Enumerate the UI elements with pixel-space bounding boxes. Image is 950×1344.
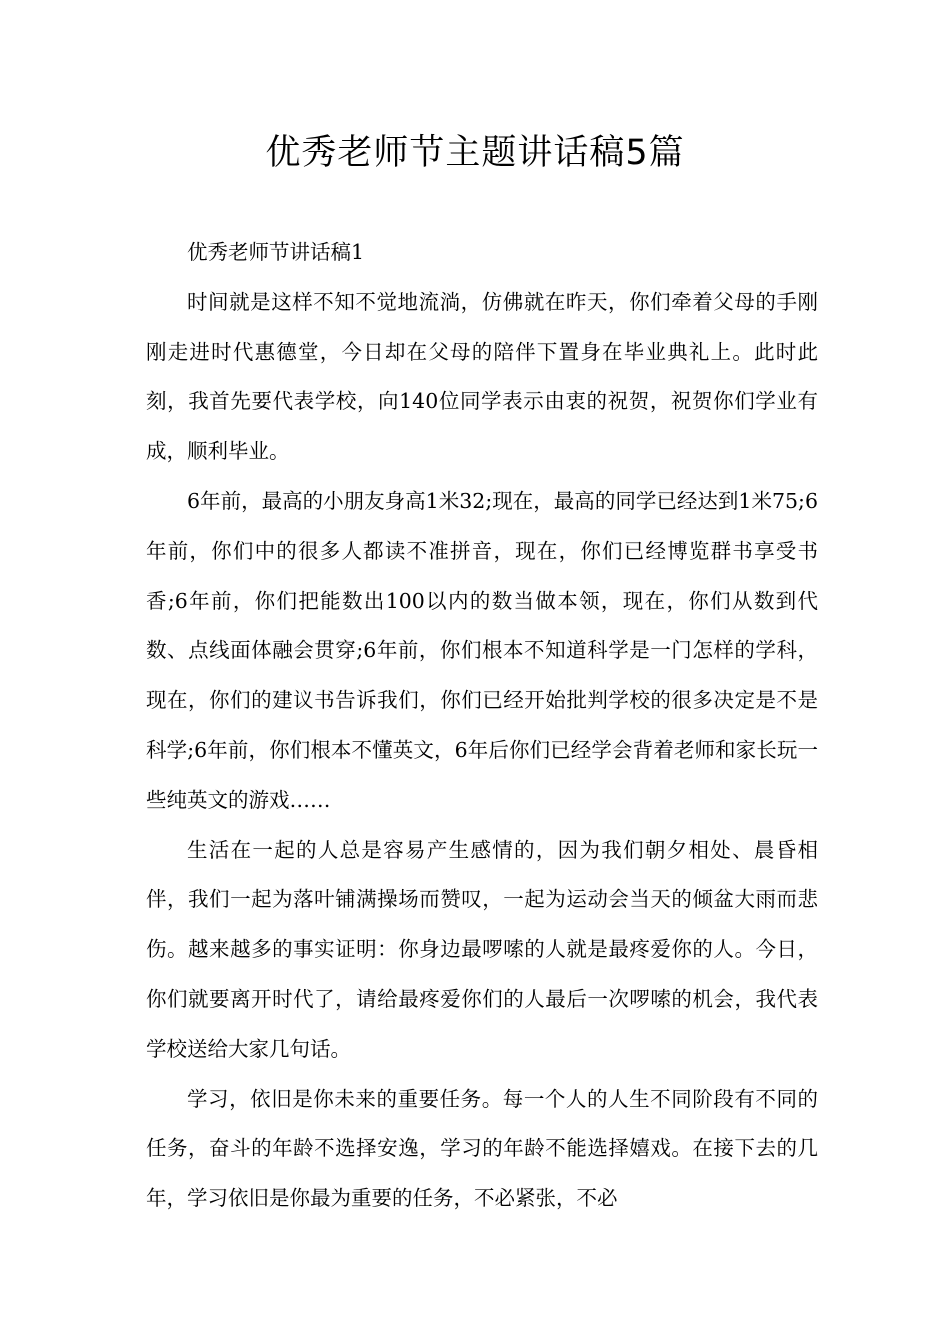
section-heading: 优秀老师节讲话稿1 <box>187 240 365 264</box>
paragraph-1: 时间就是这样不知不觉地流淌，仿佛就在昨天，你们牵着父母的手刚刚走进时代惠德堂，今日却在父母的陪伴下置身在毕业典礼上。此时此刻，我首先要代表学校，向140位同学表示由衷的祝贺，祝贺你们学业有成，顺利毕业。 <box>146 289 818 464</box>
document-body <box>146 228 818 1224</box>
paragraph-2: 6年前，最高的小朋友身高1米32;现在，最高的同学已经达到1米75;6年前，你们中的很多人都读不准拼音，现在，你们已经博览群书享受书香;6年前，你们把能数出100以内的数当做本领，现在，你们从数到代数、点线面体融会贯穿;6年前，你们根本不知道科学是一门怎样的学科，现在，你们的建议书告诉我们，你们已经开始批判学校的很多决定是不是科学;6年前，你们根本不懂英文，6年后你们已经学会背着老师和家长玩一些纯英文的游戏…… <box>146 488 818 812</box>
document-title: 优秀老师节主题讲话稿5篇 <box>265 133 685 173</box>
paragraph-3: 生活在一起的人总是容易产生感情的，因为我们朝夕相处、晨昏相伴，我们一起为落叶铺满操场而赞叹，一起为运动会当天的倾盆大雨而悲伤。越来越多的事实证明：你身边最啰嗦的人就是最疼爱你的人。今日，你们就要离开时代了，请给最疼爱你们的人最后一次啰嗦的机会，我代表学校送给大家几句话。 <box>146 837 818 1061</box>
paragraph-4: 学习，依旧是你未来的重要任务。每一个人的人生不同阶段有不同的任务，奋斗的年龄不选择安逸，学习的年龄不能选择嬉戏。在接下去的几年，学习依旧是你最为重要的任务，不必紧张，不必 <box>146 1086 818 1211</box>
